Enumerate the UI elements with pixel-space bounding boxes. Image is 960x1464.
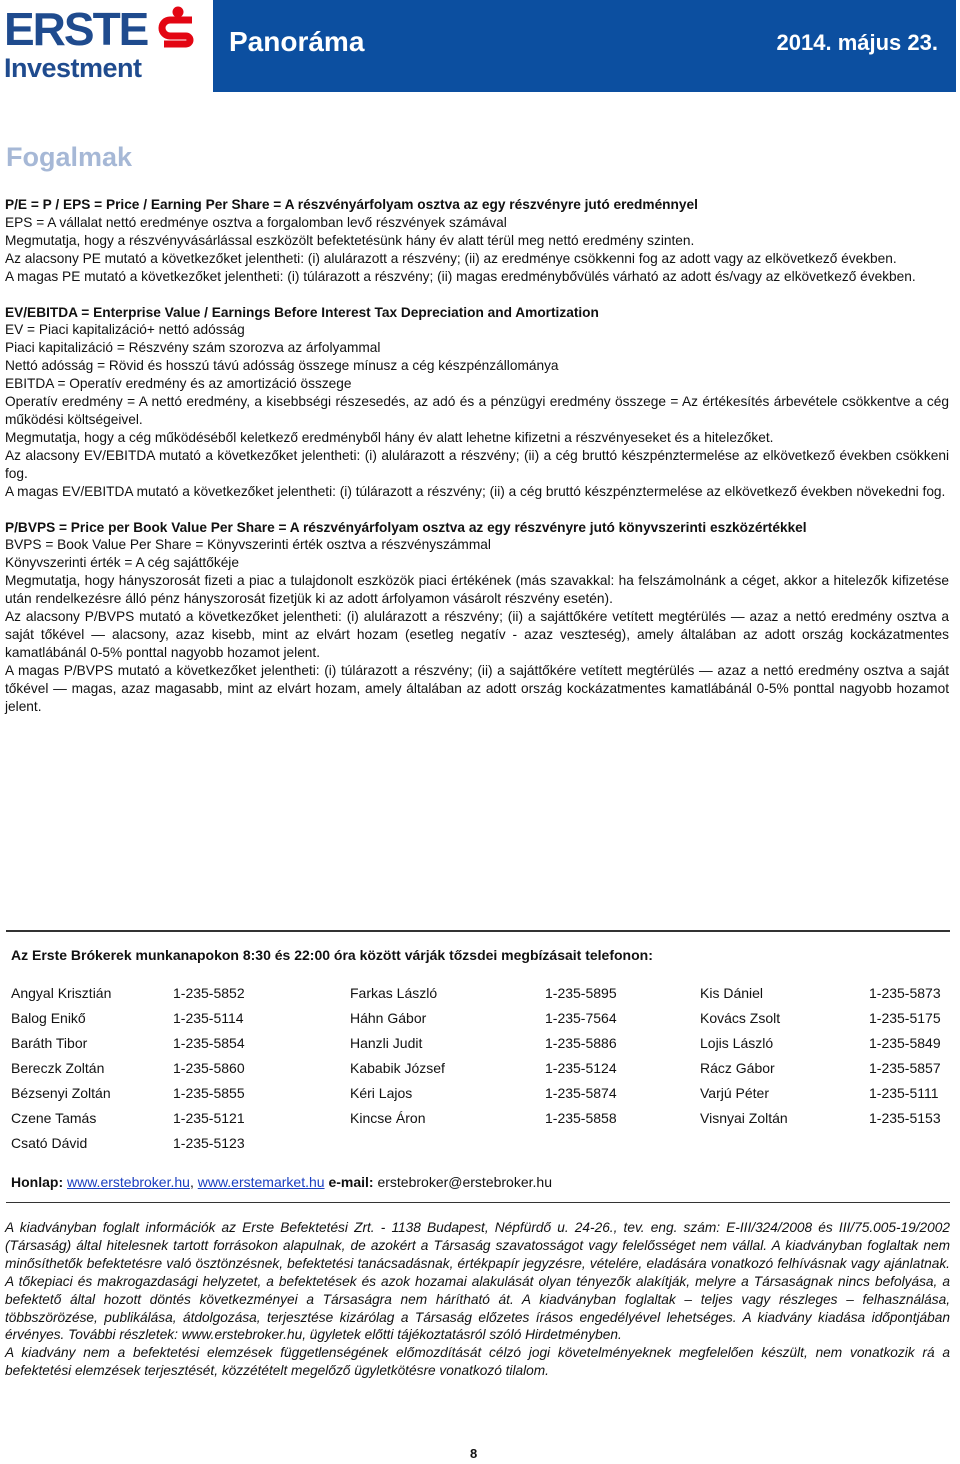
broker-phone: 1-235-5874 [545, 1085, 617, 1101]
broker-phone: 1-235-5175 [869, 1010, 941, 1026]
broker-name: Czene Tamás [11, 1110, 97, 1126]
broker-phone: 1-235-5857 [869, 1060, 941, 1076]
erste-s-logo-icon [156, 6, 200, 54]
page-number: 8 [470, 1446, 478, 1461]
publication-title: Panoráma [229, 26, 365, 57]
pe-line: A magas PE mutató a következőket jelentheti: (i) túlárazott a részvény; (ii) magas eredménybővülés várható az adott és/vagy az elkövetkező években. [5, 268, 916, 284]
broker-phone: 1-235-5849 [869, 1035, 941, 1051]
broker-contact [11, 1135, 311, 1153]
broker-contacts [11, 985, 951, 1165]
broker-name: Kovács Zsolt [700, 1010, 781, 1026]
email-address: erstebroker@erstebroker.hu [377, 1174, 552, 1190]
broker-name: Lojis László [700, 1035, 774, 1051]
broker-contact [11, 1110, 311, 1128]
broker-contact [350, 1035, 650, 1053]
broker-contact [700, 1085, 951, 1103]
broker-phone: 1-235-5895 [545, 985, 617, 1001]
pe-line: Megmutatja, hogy a részvényvásárlással eszközölt befektetésünk hány év alatt térül meg nettó eredmény szinten. [5, 232, 695, 248]
broker-contact [11, 1035, 311, 1053]
pbvps-heading: P/BVPS = Price per Book Value Per Share = A részvényárfolyam osztva az egy részvényre jutó könyvszerinti eszközértékkel [5, 519, 807, 535]
evebitda-line: A magas EV/EBITDA mutató a következőket jelentheti: (i) túlárazott a részvény; (ii) a cég bruttó készpénztermelése az elkövetkező években növekedni fog. [5, 483, 946, 499]
broker-contact [700, 1110, 951, 1128]
broker-name: Kababik József [350, 1060, 445, 1076]
broker-name: Hanzli Judit [350, 1035, 423, 1051]
broker-contact [700, 1010, 951, 1028]
pe-line: EPS = A vállalat nettó eredménye osztva a forgalomban levő részvények számával [5, 214, 507, 230]
pbvps-line: A magas P/BVPS mutató a következőket jelentheti: (i) túlárazott a részvény; (ii) a sajáttőkére vetített megtérülés — azaz a nettó eredmény osztva a saját tőkével — magas, azaz magasabb, mint az elvárt hozam, amely általában az adott ország kockázatmentes kamatlábánál 0-5% ponttal nagyobb hozamot jelent. [5, 662, 949, 714]
erstebroker-link[interactable]: www.erstebroker.hu [67, 1174, 190, 1190]
broker-phone: 1-235-5854 [173, 1035, 245, 1051]
evebitda-line: Megmutatja, hogy a cég működéséből keletkező eredményből hány év alatt lehetne kifizetni a részvényeseket és a hitelezőket. [5, 429, 774, 445]
broker-phone: 1-235-5855 [173, 1085, 245, 1101]
erste-investment-logo [4, 4, 204, 88]
broker-name: Baráth Tibor [11, 1035, 88, 1051]
title-banner [213, 0, 956, 92]
broker-name: Háhn Gábor [350, 1010, 427, 1026]
broker-phone: 1-235-5121 [173, 1110, 245, 1126]
broker-phone: 1-235-5860 [173, 1060, 245, 1076]
erstemarket-link[interactable]: www.erstemarket.hu [197, 1174, 325, 1190]
broker-name: Rácz Gábor [700, 1060, 775, 1076]
broker-phone: 1-235-5114 [173, 1010, 244, 1026]
broker-name: Kéri Lajos [350, 1085, 413, 1101]
definitions [5, 196, 949, 715]
pe-line: Az alacsony PE mutató a következőket jelentheti: (i) alulárazott a részvény; (ii) az eredménye csökkenni fog az adott vagy az elkövetkező években. [5, 250, 897, 266]
broker-contact [700, 985, 951, 1003]
broker-phone: 1-235-7564 [545, 1010, 617, 1026]
disclaimer-paragraph: A kiadványban foglalt információk az Erste Befektetési Zrt. - 1138 Budapest, Népfürdő u. 24-26., tev. eng. szám: E-III/324/2008 és III/75.005-19/2002 (Társaság) által hitelesnek tartott forrásokon alapulnak, de azokért a Társaság szavatosságot vagy felelősséget nem vállal. A kiadványban foglaltak nem minősíthetők befektetésre való ösztönzésnek, befektetési tanácsadásnak, értékpapír jegyzésre, vételére, eladására vonatkozó felhívásnak vagy ajánlatnak. A tőkepiaci és makrogazdasági helyzetet, a befektetések és azok hozamai alakulását olyan tényezők alakítják, melyre a Társaságnak nincs befolyása, a befektető által hozott döntés következményei a Társaságra nem hárítható át. A kiadványban foglaltak – teljes vagy részleges – felhasználása, többszörözése, publikálása, átdolgozása, terjesztése kizárólag a Társaság előzetes írásos engedélyével lehetséges. A kiadvány kiadása időpontjában érvényes. További részletek: www.erstebroker.hu, ügyletek előtti tájékoztatásról szóló Hirdetményben. [5, 1220, 950, 1343]
pbvps-line: Könyvszerinti érték = A cég sajáttőkéje [5, 555, 239, 571]
pbvps-line: BVPS = Book Value Per Share = Könyvszerinti érték osztva a részvényszámmal [5, 537, 491, 553]
evebitda-line: Nettó adósság = Rövid és hosszú távú adósság összege mínusz a cég készpénzállománya [5, 358, 559, 374]
contact-heading: Az Erste Brókerek munkanapokon 8:30 és 22:00 óra között várják tőzsdei megbízásait telefonon: [11, 947, 653, 963]
broker-phone: 1-235-5124 [545, 1060, 617, 1076]
broker-contact [11, 1060, 311, 1078]
broker-name: Balog Enikő [11, 1010, 86, 1026]
broker-name: Kis Dániel [700, 985, 764, 1001]
broker-contact [11, 1010, 311, 1028]
website-line [11, 1174, 552, 1190]
evebitda-line: Piaci kapitalizáció = Részvény szám szorozva az árfolyammal [5, 340, 381, 356]
broker-contact [11, 1085, 311, 1103]
broker-contact [350, 1085, 650, 1103]
divider [6, 930, 950, 932]
pbvps-line: Megmutatja, hogy hányszorosát fizeti a piac a tulajdonolt eszközök piaci értékének (más szavakkal: ha felszámolnánk a céget, akkor a hitelezők kifizetése után rendelkezésre álló pénz hányszorosát fizetjük ki az adott árfolyamon vásárolt részvény esetén). [5, 573, 949, 607]
section-title: Fogalmak [6, 142, 133, 172]
broker-contact [700, 1035, 951, 1053]
disclaimer-paragraph: A kiadvány nem a befektetési elemzések függetlenségének előmozdítását célzó jogi követelményeknek megfelelően készült, nem vonatkozik rá a befektetési elemzések terjesztését, közzétételt megelőző ügyletkötésre vonatkozó tilalom. [5, 1345, 950, 1379]
logo-erste-text: ERSTE [4, 3, 148, 55]
broker-phone: 1-235-5123 [173, 1135, 245, 1151]
broker-phone: 1-235-5873 [869, 985, 941, 1001]
evebitda-line: Operatív eredmény = A nettó eredmény, a kisebbségi részesedés, az adó és a pénzügyi eredmény összege = Az értékesítés árbevétele csökkentve a cég működési költségeivel. [5, 394, 949, 427]
evebitda-line: EV = Piaci kapitalizáció+ nettó adósság [5, 322, 245, 338]
evebitda-line: Az alacsony EV/EBITDA mutató a következőket jelentheti: (i) alulárazott a részvény; (ii) a cég bruttó készpénztermelése az elkövetkező években csökkeni fog. [5, 447, 949, 481]
broker-name: Varjú Péter [700, 1085, 769, 1101]
broker-contact [11, 985, 311, 1003]
broker-name: Bézsenyi Zoltán [11, 1085, 111, 1101]
logo-investment-text: Investment [4, 53, 142, 83]
broker-contact [350, 1060, 650, 1078]
legal-disclaimer [5, 1219, 950, 1380]
broker-contact [700, 1060, 951, 1078]
broker-name: Farkas László [350, 985, 438, 1001]
broker-contact [350, 1110, 650, 1128]
broker-phone: 1-235-5111 [869, 1085, 939, 1101]
broker-phone: 1-235-5153 [869, 1110, 941, 1126]
broker-name: Kincse Áron [350, 1110, 426, 1126]
page-header [0, 0, 960, 94]
website-label: Honlap: [11, 1174, 64, 1190]
broker-phone: 1-235-5886 [545, 1035, 617, 1051]
publication-date: 2014. május 23. [776, 30, 938, 55]
broker-name: Bereczk Zoltán [11, 1060, 105, 1076]
pe-heading: P/E = P / EPS = Price / Earning Per Share = A részvényárfolyam osztva az egy részvényre jutó eredménnyel [5, 197, 698, 212]
divider [6, 1202, 950, 1203]
link-separator: , [189, 1174, 194, 1190]
email-label: e-mail: [328, 1174, 374, 1190]
evebitda-line: EBITDA = Operatív eredmény és az amortizáció összege [5, 376, 352, 392]
broker-name: Angyal Krisztián [11, 985, 112, 1001]
broker-name: Visnyai Zoltán [700, 1110, 788, 1126]
evebitda-heading: EV/EBITDA = Enterprise Value / Earnings Before Interest Tax Depreciation and Amortization [5, 304, 599, 320]
broker-phone: 1-235-5858 [545, 1110, 617, 1126]
broker-name: Csató Dávid [11, 1135, 88, 1151]
broker-contact [350, 1010, 650, 1028]
pbvps-line: Az alacsony P/BVPS mutató a következőket jelentheti: (i) alulárazott a részvény; (ii) a sajáttőkére vetített megtérülés — azaz a nettó eredmény osztva a saját tőkével — alacsony, azaz kisebb, mint az elvárt hozam (esetleg negatív - azaz veszteség), amely általában az adott ország kockázatmentes kamatlábánál 0-5% ponttal nagyobb hozamot jelent. [5, 609, 949, 660]
broker-contact [350, 985, 650, 1003]
broker-phone: 1-235-5852 [173, 985, 245, 1001]
